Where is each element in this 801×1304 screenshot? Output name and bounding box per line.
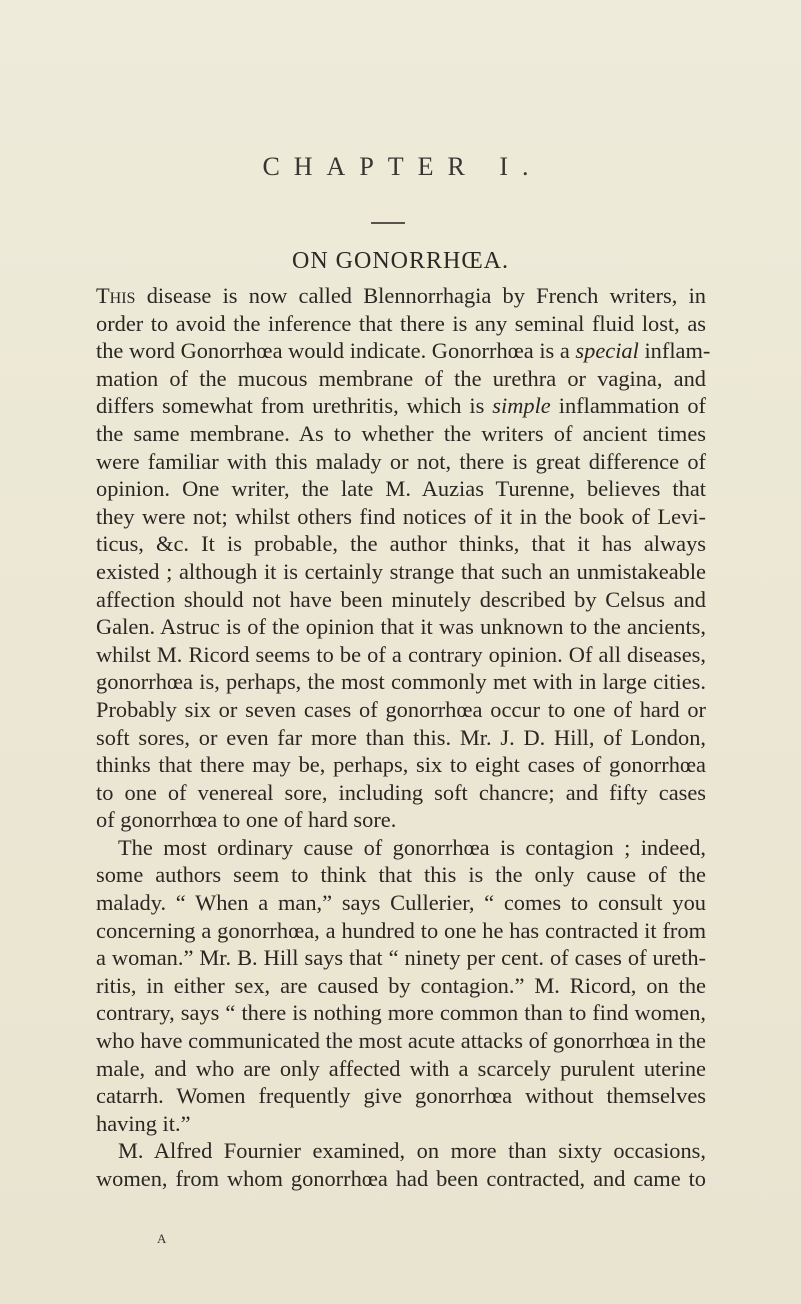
text-line: differs somewhat from urethritis, which is simple inflammation of: [96, 393, 706, 419]
text-line: Galen. Astruc is of the opinion that it was unknown to the ancients,: [96, 614, 706, 640]
chapter-title: ON GONORRHŒA.: [291, 248, 509, 274]
text-line: ritis, in either sex, are caused by contagion.” M. Ricord, on the: [96, 972, 706, 998]
heading-rule: [371, 222, 405, 224]
text-line: the word Gonorrhœa would indicate. Gonorrhœa is a special inflam-: [96, 338, 711, 364]
text-line: women, from whom gonorrhœa had been contracted, and came to: [96, 1166, 706, 1191]
chapter-heading: CHAPTER I.: [262, 152, 543, 181]
paragraph: [96, 1137, 706, 1192]
text-line: opinion. One writer, the late M. Auzias Turenne, believes that: [96, 476, 706, 502]
text-line: contrary, says “ there is nothing more common than to find women,: [96, 1000, 706, 1026]
text-line: M. Alfred Fournier examined, on more than sixty occasions,: [118, 1138, 706, 1164]
text-line: male, and who are only affected with a scarcely purulent uterine: [96, 1055, 706, 1081]
text-line: of gonorrhœa to one of hard sore.: [96, 807, 397, 833]
text-line: some authors seem to think that this is the only cause of the: [96, 862, 706, 888]
paragraph: [96, 834, 706, 1138]
text-line: malady. “ When a man,” says Cullerier, “ comes to consult you: [96, 890, 706, 916]
text-line: to one of venereal sore, including soft chancre; and fifty cases: [96, 779, 706, 805]
italic-term: special: [575, 338, 639, 364]
text-line: concerning a gonorrhœa, a hundred to one he has contracted it from: [96, 917, 706, 943]
paragraph: [96, 282, 711, 834]
text-line: they were not; whilst others find notices of it in the book of Levi-: [96, 503, 706, 529]
text-line: who have communicated the most acute attacks of gonorrhœa in the: [96, 1028, 706, 1054]
text-line: thinks that there may be, perhaps, six to eight cases of gonorrhœa: [96, 752, 706, 778]
text-line: catarrh. Women frequently give gonorrhœa without themselves: [96, 1083, 706, 1109]
text-line: a woman.” Mr. B. Hill says that “ ninety per cent. of cases of ureth-: [96, 945, 706, 971]
text-line: having it.”: [96, 1110, 191, 1136]
text-line: order to avoid the inference that there is any seminal fluid lost, as: [96, 310, 706, 336]
text-line: the same membrane. As to whether the writers of ancient times: [96, 420, 706, 446]
text-line: Probably six or seven cases of gonorrhœa occur to one of hard or: [96, 696, 706, 722]
text-line: affection should not have been minutely described by Celsus and: [96, 586, 706, 612]
text-line: ticus, &c. It is probable, the author thinks, that it has always: [96, 531, 706, 557]
text-line: whilst M. Ricord seems to be of a contrary opinion. Of all diseases,: [96, 641, 706, 667]
italic-term: simple: [492, 393, 551, 419]
text-line: The most ordinary cause of gonorrhœa is contagion ; indeed,: [118, 834, 706, 860]
text-line: existed ; although it is certainly strange that such an unmistakeable: [96, 558, 706, 584]
text-line: This disease is now called Blennorrhagia by French writers, in: [96, 283, 706, 308]
text-line: mation of the mucous membrane of the urethra or vagina, and: [96, 365, 706, 391]
text-line: soft sores, or even far more than this. Mr. J. D. Hill, of London,: [96, 724, 706, 750]
body-text: [96, 282, 711, 1193]
text-line: gonorrhœa is, perhaps, the most commonly met with in large cities.: [96, 669, 706, 695]
text-line: were familiar with this malady or not, there is great difference of: [96, 448, 706, 474]
signature-mark: A: [157, 1231, 167, 1246]
